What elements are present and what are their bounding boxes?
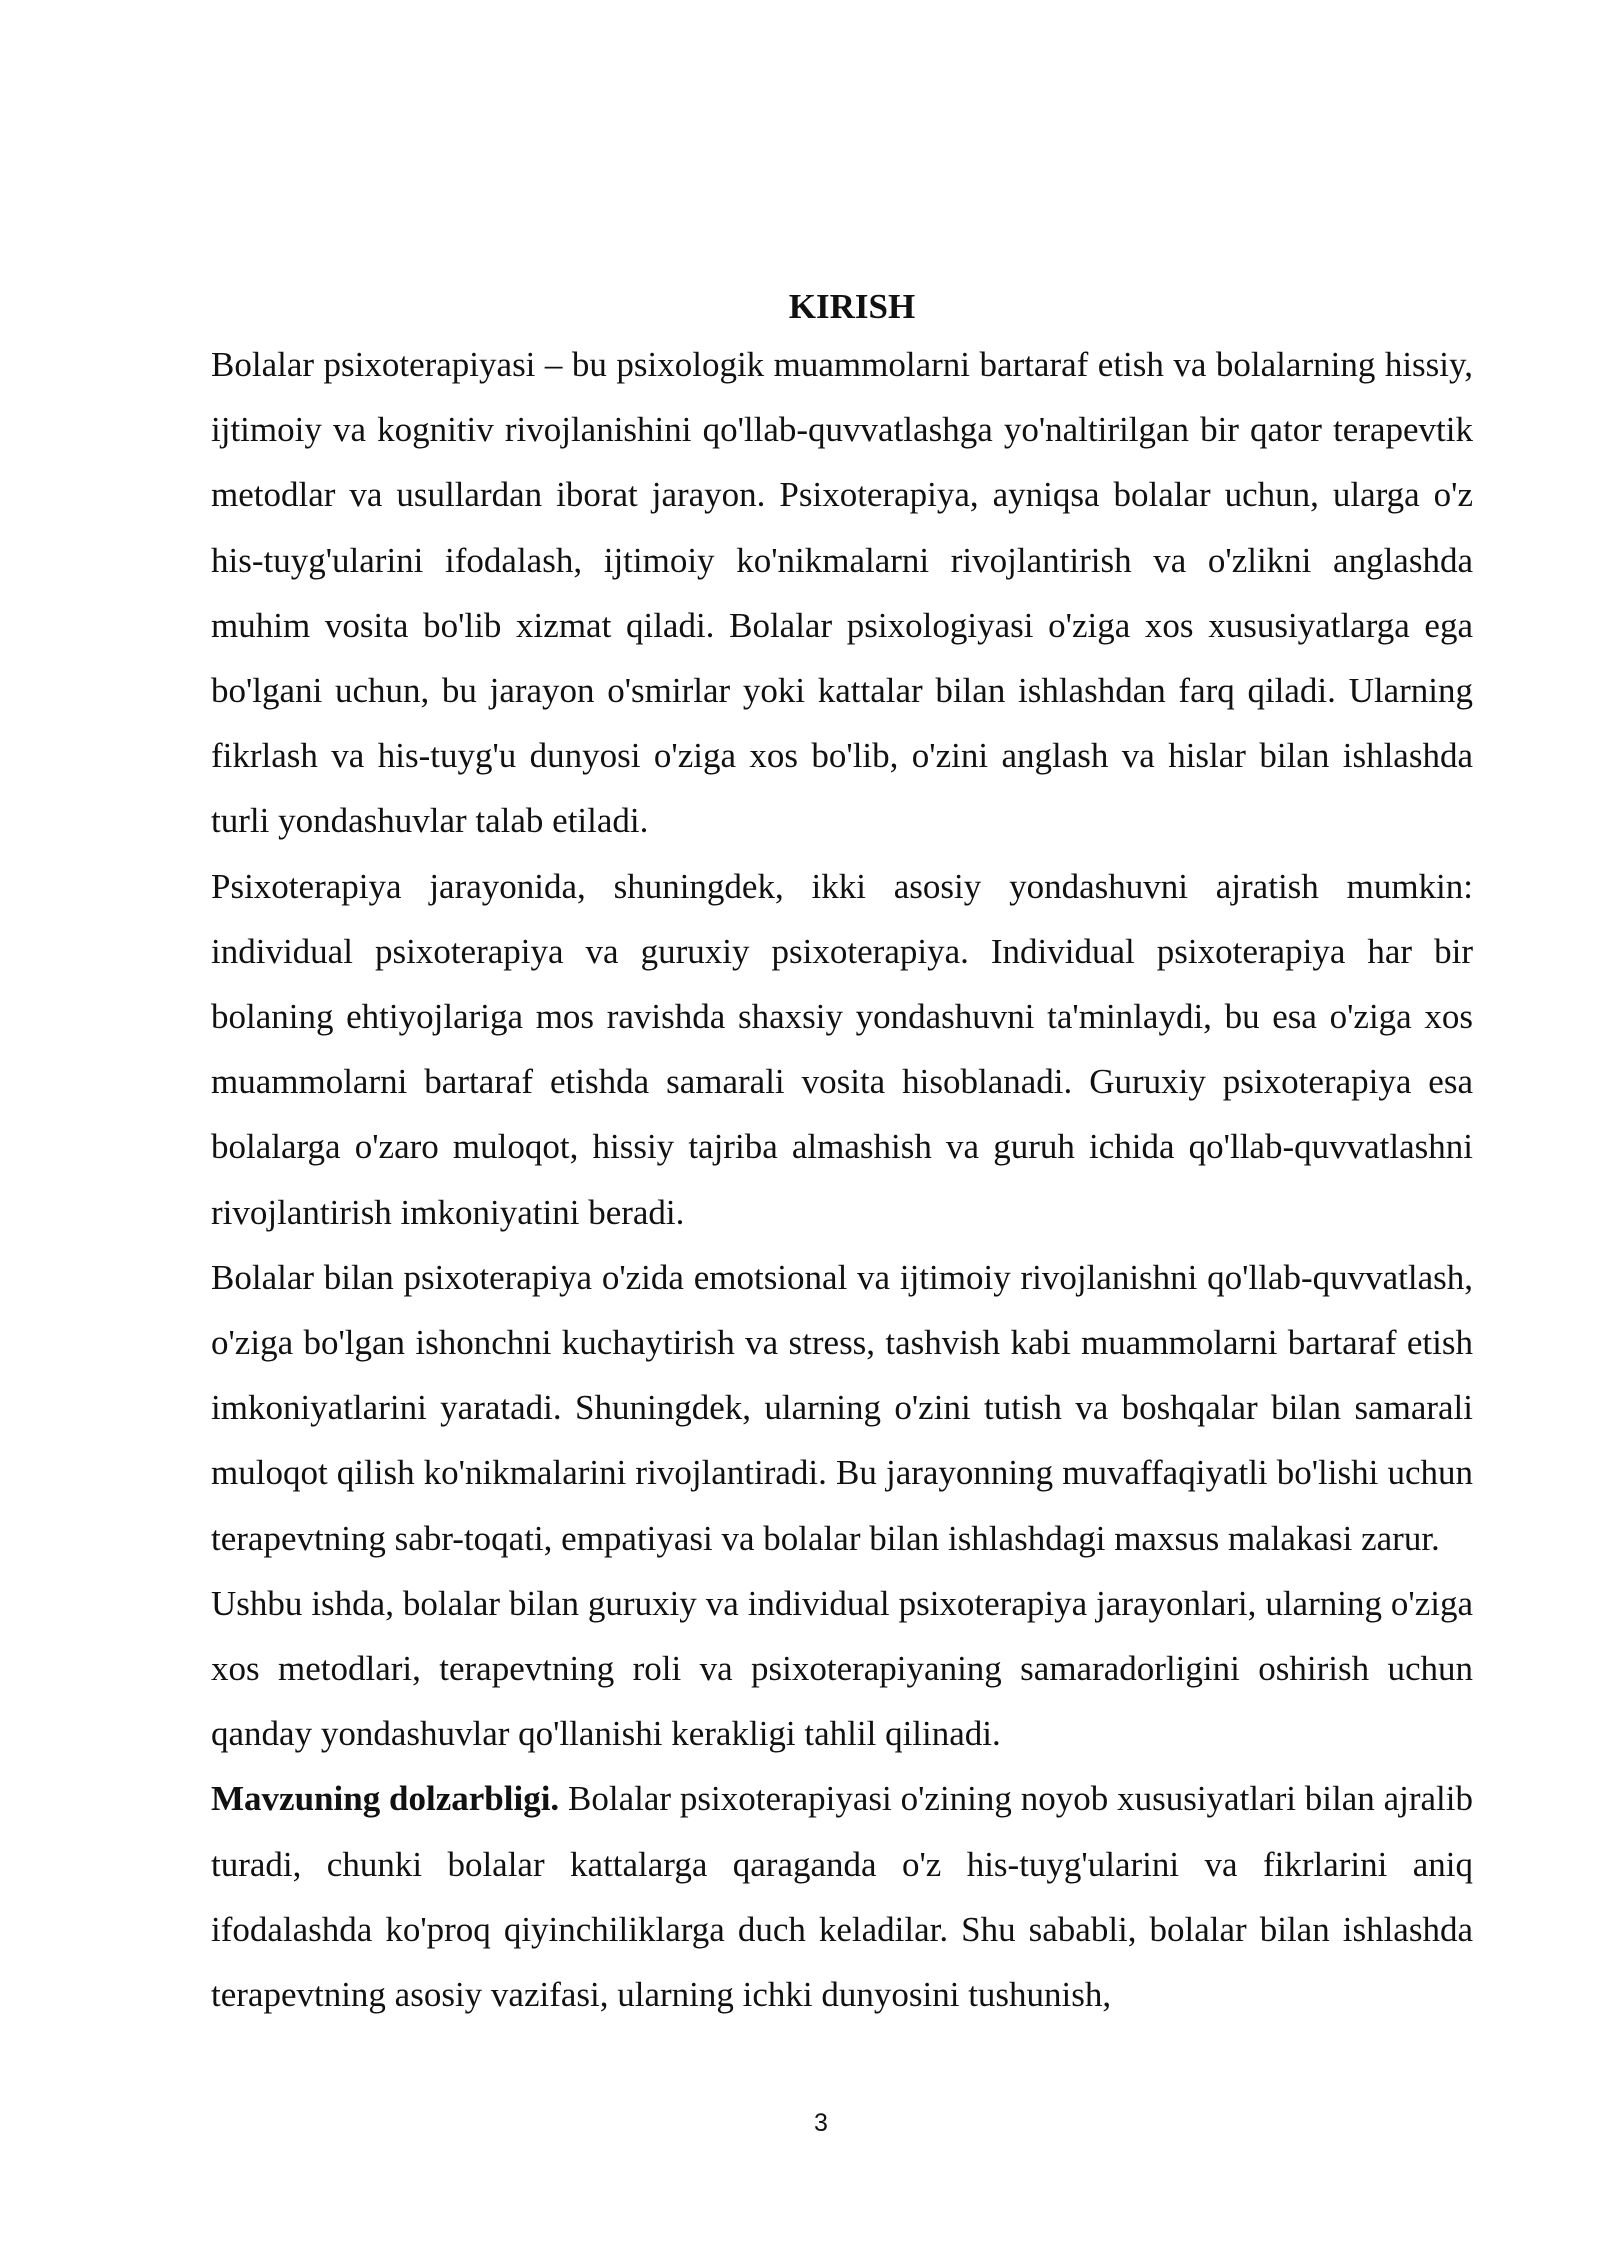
paragraph-benefits: [211, 1245, 1473, 1571]
paragraph-text: Bolalar bilan psixoterapiya o'zida emotsional va ijtimoiy rivojlanishni qo'llab-quvvatlash, o'ziga bo'lgan ishonchni kuchaytirish va stress, tashvish kabi muammolarni bartaraf etish imkoniyatlarini yaratadi. Shuningdek, ularning o'zini tutish va boshqalar bilan samarali muloqot qilish ko'nikmalarini rivojlantiradi. Bu jarayonning muvaffaqiyatli bo'lishi uchun terapevtning sabr-toqati, empatiyasi va bolalar bilan ishlashdagi maxsus malakasi zarur.: [211, 1257, 1473, 1558]
paragraph-relevance: [211, 1766, 1473, 2027]
page-content: [211, 282, 1473, 2027]
paragraph-text: Bolalar psixoterapiyasi – bu psixologik muammolarni bartaraf etish va bolalarning hissiy, ijtimoiy va kognitiv rivojlanishini qo'llab-quvvatlashga yo'naltirilgan bir qator terapevtik metodlar va usullardan iborat jarayon. Psixoterapiya, ayniqsa bolalar uchun, ularga o'z his-tuyg'ularini ifodalash, ijtimoiy ko'nikmalarni rivojlantirish va o'zlikni anglashda muhim vosita bo'lib xizmat qiladi. Bolalar psixologiyasi o'ziga xos xususiyatlarga ega bo'lgani uchun, bu jarayon o'smirlar yoki kattalar bilan ishlashdan farq qiladi. Ularning fikrlash va his-tuyg'u dunyosi o'ziga xos bo'lib, o'zini anglash va hislar bilan ishlashda turli yondashuvlar talab etiladi.: [211, 345, 1473, 841]
section-heading: KIRISH: [788, 287, 916, 326]
paragraph-text: Ushbu ishda, bolalar bilan guruxiy va individual psixoterapiya jarayonlari, ularning o'ziga xos metodlari, terapevtning roli va psixoterapiyaning samaradorligini oshirish uchun qanday yondashuvlar qo'llanishi kerakligi tahlil qilinadi.: [211, 1583, 1473, 1754]
paragraph-text: Bolalar psixoterapiyasi o'zining noyob xususiyatlari bilan ajralib turadi, chunki bolalar kattalarga qaraganda o'z his-tuyg'ularini va fikrlarini aniq ifodalashda ko'proq qiyinchiliklarga duch keladilar. Shu sababli, bolalar bilan ishlashda terapevtning asosiy vazifasi, ularning ichki dunyosini tushunish,: [211, 1779, 1473, 2015]
paragraph-intro: [211, 332, 1473, 854]
paragraph-lead-bold: Mavzuning dolzarbligi.: [211, 1779, 560, 1819]
paragraph-text: Psixoterapiya jarayonida, shuningdek, ikki asosiy yondashuvni ajratish mumkin: individual psixoterapiya va guruxiy psixoterapiya. Individual psixoterapiya har bir bolaning ehtiyojlariga mos ravishda shaxsiy yondashuvni ta'minlaydi, bu esa o'ziga xos muammolarni bartaraf etishda samarali vosita hisoblanadi. Guruxiy psixoterapiya esa bolalarga o'zaro muloqot, hissiy tajriba almashish va guruh ichida qo'llab-quvvatlashni rivojlantirish imkoniyatini beradi.: [211, 866, 1473, 1232]
paragraph-scope: [211, 1571, 1473, 1767]
page-number: 3: [814, 2109, 828, 2137]
paragraph-approaches: [211, 854, 1473, 1245]
